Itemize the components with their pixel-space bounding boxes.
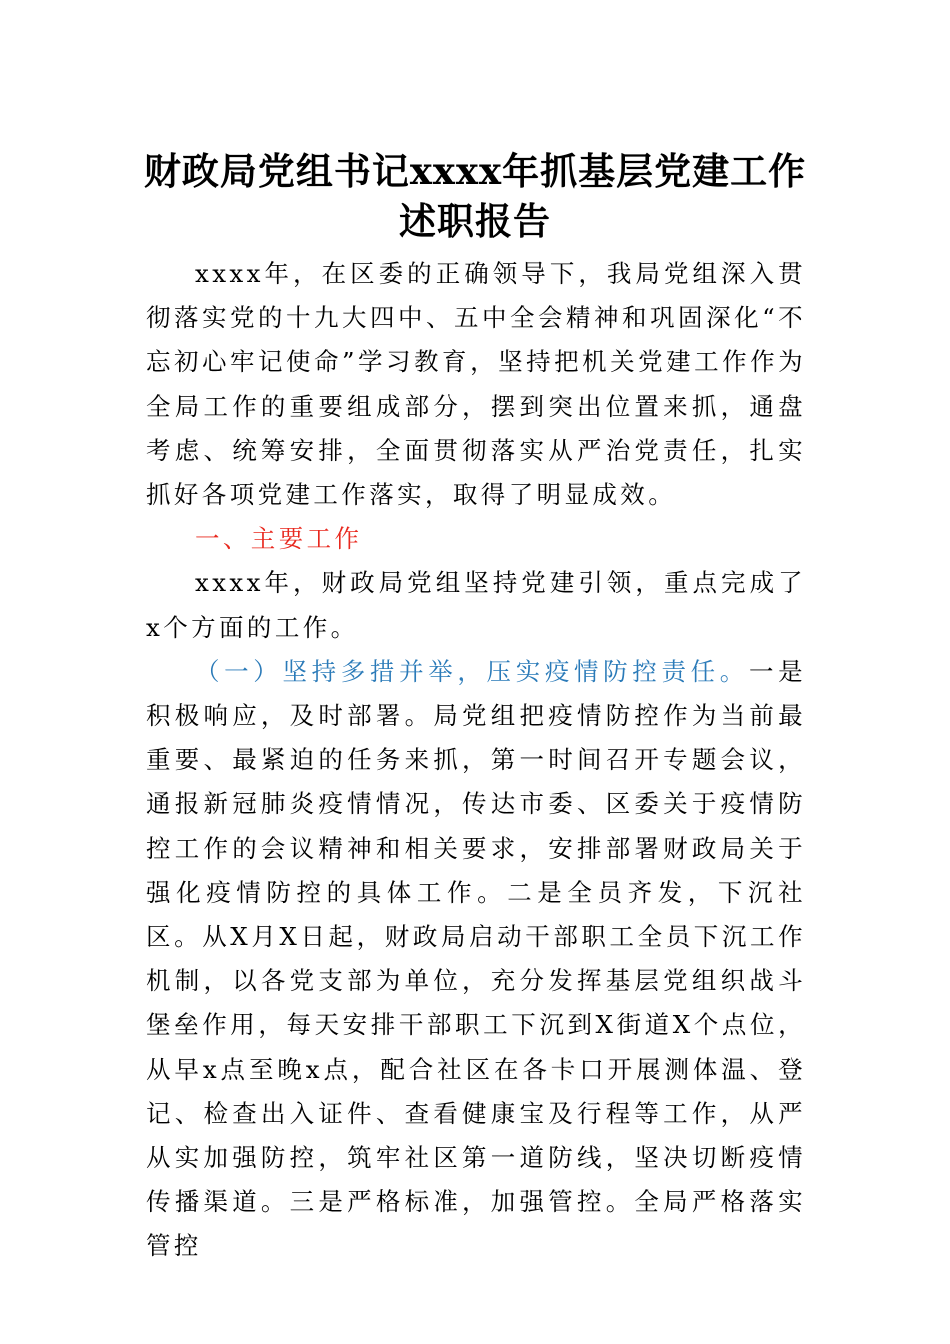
- item-paragraph: [146, 650, 806, 1269]
- document-title: 财政局党组书记xxxx年抓基层党建工作述职报告: [143, 149, 807, 243]
- section-lead-paragraph: xxxx年，财政局党组坚持党建引领，重点完成了x个方面的工作。: [146, 568, 806, 642]
- item-body: 一是积极响应，及时部署。局党组把疫情防控作为当前最重要、最紧迫的任务来抓，第一时间召开专题会议，通报新冠肺炎疫情情况，传达市委、区委关于疫情防控工作的会议精神和相关要求，安排部署财政局关于强化疫情防控的具体工作。二是全员齐发，下沉社区。从X月X日起，财政局启动干部职工全员下沉工作机制，以各党支部为单位，充分发挥基层党组织战斗堡垒作用，每天安排干部职工下沉到X街道X个点位，从早x点至晚x点，配合社区在各卡口开展测体温、登记、检查出入证件、查看健康宝及行程等工作，从严从实加强防控，筑牢社区第一道防线，坚决切断疫情传播渠道。三是严格标准，加强管控。全局严格落实管控: [146, 656, 806, 1261]
- section-heading: 一、主要工作: [195, 524, 363, 554]
- intro-paragraph: xxxx年，在区委的正确领导下，我局党组深入贯彻落实党的十九大四中、五中全会精神和巩固深化“不忘初心牢记使命”学习教育，坚持把机关党建工作作为全局工作的重要组成部分，摆到突出位置来抓，通盘考虑、统筹安排，全面贯彻落实从严治党责任，扎实抓好各项党建工作落实，取得了明显成效。: [146, 259, 806, 510]
- document-body: [146, 252, 806, 1269]
- item-heading: （一）坚持多措并举，压实疫情防控责任。: [195, 656, 749, 686]
